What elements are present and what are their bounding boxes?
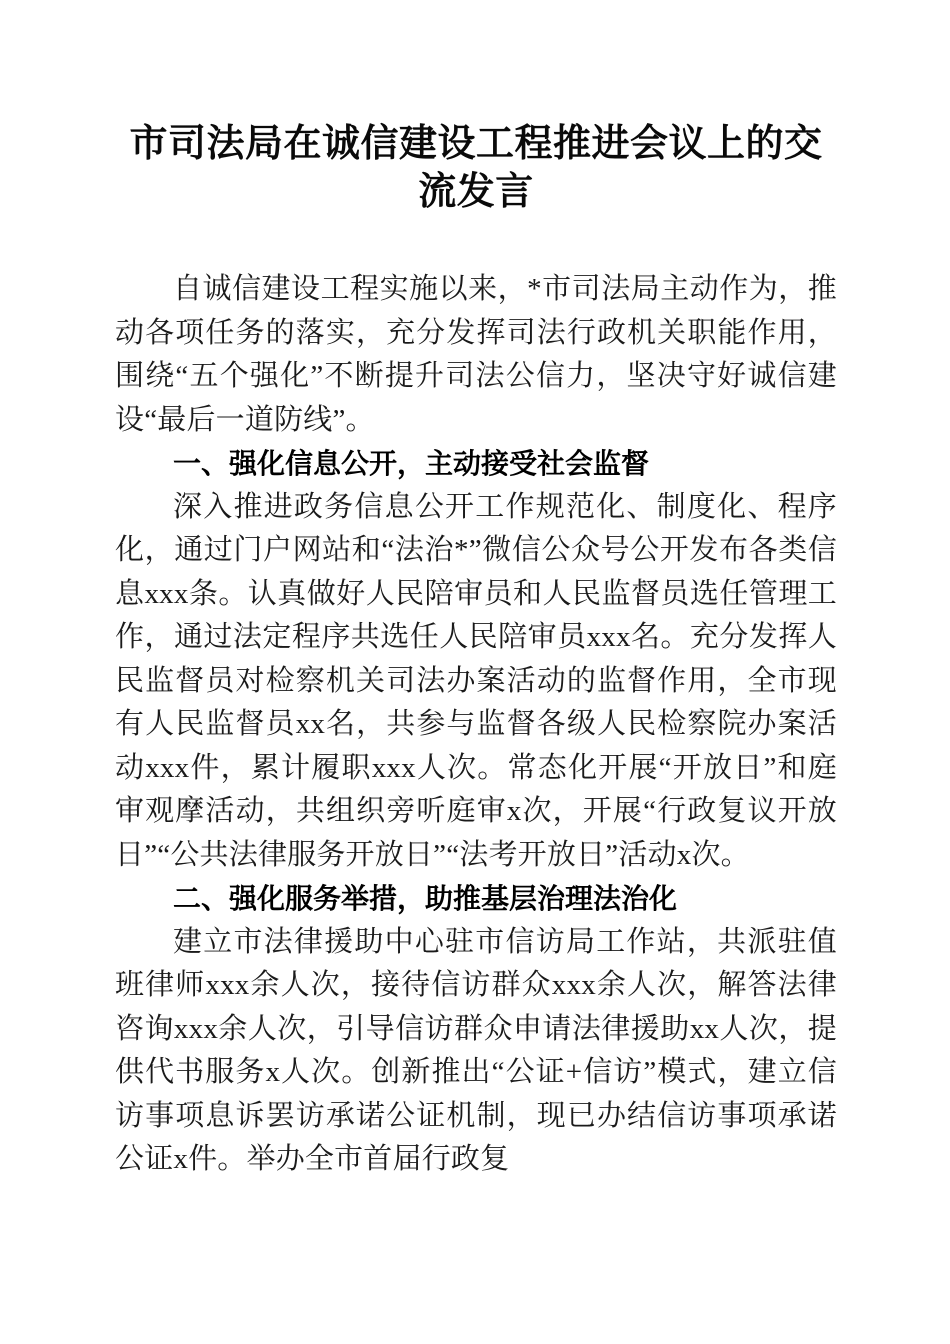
section-heading-one: 一、强化信息公开，主动接受社会监督 <box>173 448 650 479</box>
title-spacer <box>115 216 837 268</box>
document-body <box>115 120 837 1182</box>
intro-paragraph: 自诚信建设工程实施以来，*市司法局主动作为，推动各项任务的落实，充分发挥司法行政机关职能作用，围绕“五个强化”不断提升司法公信力，坚决守好诚信建设“最后一道防线”。 <box>115 273 837 436</box>
section-heading-two: 二、强化服务举措，助推基层治理法治化 <box>173 883 678 914</box>
page-title: 市司法局在诚信建设工程推进会议上的交流发言 <box>129 123 823 213</box>
section-two-paragraph: 建立市法律援助中心驻市信访局工作站，共派驻值班律师xxx余人次，接待信访群众xxx余人次，解答法律咨询xxx余人次，引导信访群众申请法律援助xx人次，提供代书服务x人次。创新推出“公证+信访”模式，建立信访事项息诉罢访承诺公证机制，现已办结信访事项承诺公证x件。举办全市首届行政复 <box>115 925 837 1175</box>
section-one-paragraph: 深入推进政务信息公开工作规范化、制度化、程序化，通过门户网站和“法治*”微信公众号公开发布各类信息xxx条。认真做好人民陪审员和人民监督员选任管理工作，通过法定程序共选任人民陪审员xxx名。充分发挥人民监督员对检察机关司法办案活动的监督作用，全市现有人民监督员xx名，共参与监督各级人民检察院办案活动xxx件，累计履职xxx人次。常态化开展“开放日”和庭审观摩活动，共组织旁听庭审x次，开展“行政复议开放日”“公共法律服务开放日”“法考开放日”活动x次。 <box>115 490 837 871</box>
